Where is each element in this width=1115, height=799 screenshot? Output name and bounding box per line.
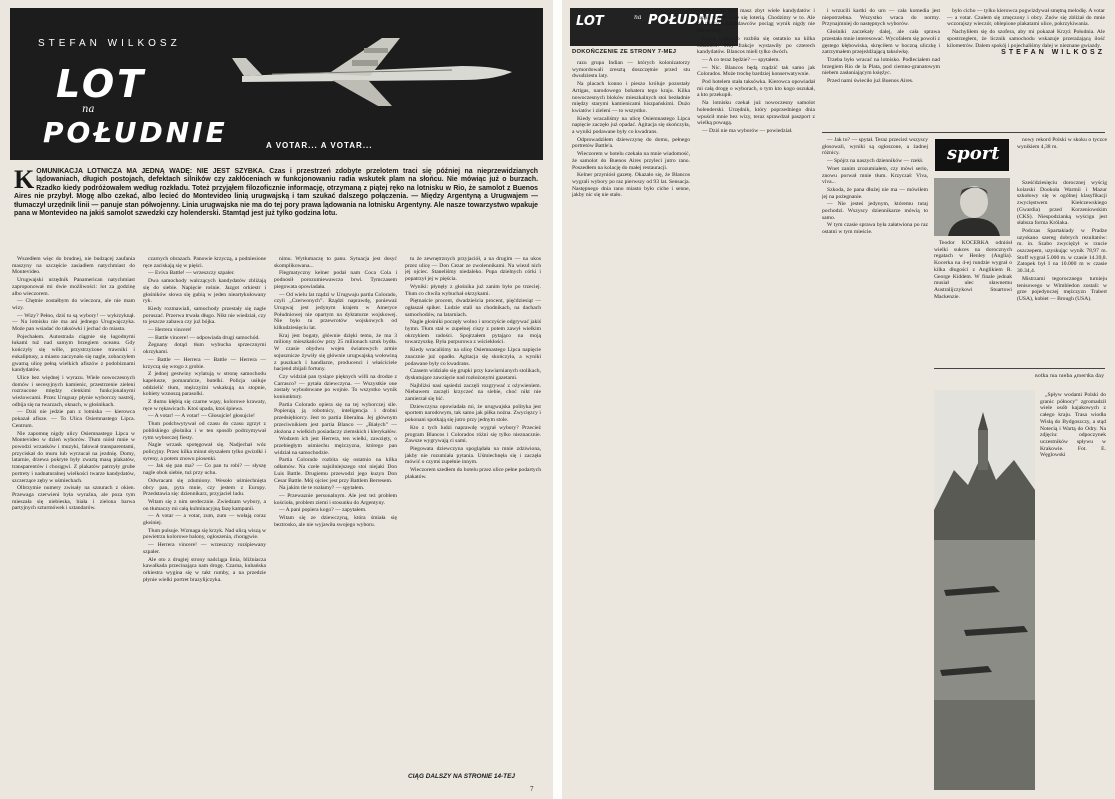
paragraph: — Battle — Herrera — Battle — Herrera — krzyczą się wrogo z grobie. [143,356,266,370]
paragraph: Dziewczyna opowiadała mi, że urugwajska polityka jest sportem narodowym, tak samo jak piłka nożna. Zwycięzcy i pokonani spotkają się jutro przy jednym stole. [405,403,541,424]
paragraph: — Eviva Battle! — wrzeszczy szpaler. [148,270,235,277]
paragraph: — A co teraz będzie? — spytałem. [702,56,780,63]
paragraph: — Dziś nie jedzie pan z lotniska — kierowca pokazał afisze. — To Ulica Osiemnastego Lipca. Centrum. [12,409,135,429]
inverted-caption: ʎɐp ɐʞıɹǝɯ∀ ɐqǝıu ɐɯ ɐʞʇoᴚ [1035,372,1104,378]
paragraph: — Jak to? — spytał. Teraz przecież wszyscy głosowali, wyniki są ogłoszone, a żadnej różnicy. [822,137,928,157]
paragraph: Kiedy rozmawiali, samochody przestały się nagle poruszać. Przerwa trwała długo. Nikt nie wiedział, czy to jeszcze zabawa czy już bójka. [143,305,266,326]
paragraph: — Nie jesteś jedynym, któremu tutaj pochodzi. Wszyscy dziennikarze mówią to samo. [822,201,928,221]
continuation-column-3b [822,137,928,385]
title-poludnie: POŁUDNIE [43,116,228,149]
sport-title: sport [947,143,1000,164]
paragraph: Szkoda, że pana dłużej nie ma — mówiłem jej na pożegnanie. [822,186,928,200]
paragraph: Trzeba było wracać na lotnisko. Podleciałem nad brzegiem Rio de la Plata, pod ciemno-granatowym niebem zasłaniającym księżyc. [822,56,940,77]
sport-item: Sześćdziesięciu dorocznej wyścig kolarski Dookoła Warmii i Mazur szkołowy się w ogólnej klasyfikacji zwycięstwem Kiełczewskiego (Gwardia) przed Korzeniowskim (CKS). Niespodzianką wyścigu jest słabsza forma Królaka. [1017,180,1107,227]
kayak-river-photo [934,390,1035,790]
paragraph: — Herrera vincere! — wrzeszczy rozśpiewany szpaler. [143,542,266,555]
paragraph: — Dziś nie ma wyborów — powiedział. [702,127,793,134]
paragraph: Nachyliłem się do szofera, aby mi pokazał Krzyż Południa. Ale spostrzegłem, że licznik samochodu wskazuje przerażającą ilość kilometrów. Dalem spokój i pojechaliśmy dalej w nieznane gwiazdy. [947,29,1105,49]
paragraph: Wszedłem więc do brudnej, nie budzącej zaufania maszyny na szczęście zasiadłem natychmiast do Montevideo. [12,256,135,276]
title-na: na [82,104,95,115]
paragraph: Kiedy wracaliśmy na ulicę Osiemnastego Lipca napięcie zaczęło już opadać. Agitacja się skończyła, a wyniki podawane były co kwadrans. [572,115,690,136]
paragraph: Tłum pulsuje. Wzmaga się krzyk. Nad ulicą wiszą w powietrzu kolorowe balony, ogłoszenia, chorągwie. [143,527,266,541]
paragraph: — A votar — a votar, zum, zum — wołają coraz głośniej. [143,513,266,527]
page-gutter [553,0,562,799]
paragraph: Głośniki zaczekały dalej, ale cała sprawa przestała mnie interesować. Wycofałem się powoli z gęstego kłębowiska, skręciłem w boczną uliczkę i zatrzymałem przejeżdżającą taksówkę. [822,29,940,56]
caption-text: Teodor KOCERKA odniósł wielki sukces na dorocznych regatach w Henley (Anglia). Kocerka na 4-ej rundzie wygrał o kilka długości z Anglikiem R. George Kiddem. W finale jednak musiał ulec sławnemu Australijczykowi Stuartowi Mackenzie. [934,240,1012,300]
paragraph: Wnet zanim zrozumiałem, czy mówi serio, znowu porwał mnie tłum. Krzyczał: Viva, viva... [822,165,928,186]
paragraph: Urugwajski urzędnik Panamerican natychmiast zaproponował mi dwie możliwości: lot za godzinę albo wieczorem. [12,277,135,297]
paragraph: Na placach konno i pieszo króluje pozostały Artigas, narodowego bohatera tego kraju. Kilka nowoczesnych bloków mieszkalnych stoi bezładnie między starymi kamienicami hiszpańskimi. Dużo kwiatów i zieleni — to wszystko. [572,81,690,114]
paragraph: Kelner przyniósł gazetę. Okazało się, że Blancos wygrali wybory po raz pierwszy od 93 lat. Sensacja. Następnego dnia rano miasto było ciche i senne, jakby nic się nie stało. [572,172,690,199]
paragraph: Dwa samochody walczących kandydatów zbliżają się do siebie. Napięcie rośnie. Jazgot orkiestr i głośników słowa się gubią w jeden nieartykułowany ryk. [143,278,266,305]
paragraph: Wyniki: płynęły z głośnika już zanim było po trzeciej. Tłum co chwila wybuchał okrzykami. [405,283,541,297]
article-banner [10,8,543,160]
article-author: STEFAN WILKOSZ [38,38,181,49]
paragraph: — Jak się pan ma? — Co pan tu robi? — słyszę nagle obok siebie, tuż przy uchu. [143,463,266,477]
paragraph: — Wizy? Pełno, dziś tu są wybory! — wykrzyknął. — Na lotnisku nie ma ani jednego Urugwajczyka. Może pan wsiadać do taksówki i jechać do miasta. [12,312,135,333]
paragraph: Na jakim tle te rozłamy? — spytałem. [279,485,365,492]
article-column-4 [405,256,541,772]
paragraph: tu że zewnętrznych przyjaciół, a na drugim — na ukos przez ulicę — Don Cezar ze zwolennikami. Na wiezd nich jej ojciec. Staneliśmy niedaleko. Pupa dzielnych córki i popatrzył jej w pięścia. [405,256,541,283]
continuation-subhead: DOKOŃCZENIE ZE STRONY 7-MEJ [572,49,677,55]
athlete-photo [934,178,1010,236]
paragraph: Kto z tych ludzi naprawdę wygrał wybory? Przecież program Blancos i Colorados różni się tylko nieznacznie. Zawsze wygrywają ci sami. [405,424,541,445]
article-column-2 [143,256,266,786]
continuation-title-lot: LOT [576,14,604,29]
continuation-title-na: na [634,14,642,21]
continuation-column-3 [822,8,940,128]
continuation-column-4 [947,8,1105,108]
paragraph: Pod hotelem stała taksówka. Kierowca opowiadał mi całą drogę o wyborach, o tym kto kogo oszukał, a kto przekupił. [697,79,815,99]
paragraph: W tym czasie sprawa była załatwiona po raz ostatni w tym mieście. [822,222,928,236]
paragraph: Wiesz, że gdy masz zbyt wiele kandydatów i partii, wybór staje się loterią. Chodzimy w to. Ale od naszych sprzedawców pociąg wynik nigdy nie jest pewny. [697,8,815,35]
paragraph: Partia Colorado rozbiła się ostatnio na kilka odłamów. Trzy frakcje wystawiły po czterech kandydatów. Blancos mieli tylko dwóch. [697,35,815,56]
paragraph: — Spójrz na naszych dzienników — rzekł. [827,158,924,165]
paragraph: Kiedy wracaliśmy na ulicę Osiemnastego Lipca napięcie znacznie już opadło. Agitacja się skończyła, a wyniki podawane były co kwadrans. [405,347,541,367]
sport-banner [935,139,1009,171]
kayak-photo-caption [1040,392,1106,782]
paragraph: Partia Colorado opiera się na tej wyborczej sile. Popierają ją robotnicy, inteligencja i drobni przedsiębiorcy. Jest to partia liberalna. Jej głównym przeciwnikiem jest partia Blanco — „Białych” — złożona z wielkich posiadaczy ziemskich i klerykałów. [274,401,397,435]
paragraph: Witam się ze dziewczyną, która śmiała się beztrosko, ale nie wyjawiła swojego wyboru. [274,515,397,528]
continued-note: CIĄG DALSZY NA STRONIE 14-TEJ [408,773,515,780]
airplane-illustration [232,30,517,110]
paragraph: Wodzem ich jest Herrera, ten wielki, zawzięty, o przebiegłym uśmiechu mężczyzna, którego pan widział na samochodzie. [274,436,397,456]
paragraph: razu grupa Indian — których kolonizatorzy wymordowali zresztą doszczętnie przed stu dwudziestu laty. [572,60,690,80]
article-column-1 [12,256,135,786]
portrait-image [934,178,1010,236]
paragraph: Nagle głośniki poczęły wolno i uroczyście odgrywać jakiś hymn. Tłum stał w zupełnej ciszy z potem zawył wielkim okrzykiem radości. Spojrzałem pytająco na moją towarzyszkę. Była purpurowa z wściekłości. [405,319,541,346]
sport-news-column [1017,180,1107,365]
paragraph: — Od wielu lat rządzi w Urugwaju partia Colorado, czyli „Czerwonych”. Rządzi naprawdę, ponieważ Urugwaj jest jedynym krajem w Ameryce Południowej nie opartym na dyktaturze wojskowej. Nie było tu przewrotów wojskowych od kilkudziesięciu lat. [274,291,397,332]
lead-text: OMUNIKACJA LOTNICZA MA JEDNĄ WADĘ: NIE JEST SZYBKA. Czas i przestrzeń zdobyte przelotem traci się później na nieprzewidzianych lądowaniach, długich postojach, defektach silników czy zakłóceniach w funkcjonowaniu radia wskutek plam na słońcu. Nie mówiąc już o burzach. Rzadko kiedy podróżowałem według rozkładu. Toteż przyjąłem filozoficznie informację, otrzymaną z piątej ręko na lotnisku w Rio, że samolot z Buenos Aires nie przybył. Mogę albo czekać, albo lecieć do Montevideo linią urugwajską i tam szukać dalszego połączenia. — Między Argentyną a Urugwajem — tłumaczył urzędnik linii — panuje stan półwojenny. Linia urugwajska nie ma do tej pory prawa lądowania na lotnisku Argentyny. Ale nasze towarzystwo wpakuje pana w Montevideo na jakiś samolot szwedzki czy holenderski. Stamtąd jest już tylko godzina lotu. [14,168,538,218]
article-kicker: A VOTAR... A VOTAR... [266,141,373,150]
continuation-title-poludnie: POŁUDNIE [648,13,723,28]
paragraph: Wieczorem w hotelu czekała na mnie wiadomość, że samolot do Buenos Aires przyleci jutro rano. Poszedłem na kolację do małej restauracji. [572,151,690,171]
paragraph: nowy rekord Polski w skoku o tyczce wynikiem 4,38 m. [1017,137,1107,150]
paragraph: Odwracam się zdumiony. Wesoło uśmiechnięta obcy pan, pyta mnie, czy jestem z Europy. Przedstawia się: dziennikarz, przyjaciel ludu. [143,477,266,498]
paragraph: — A pani popiera kogo? — zapytałem. [279,507,367,514]
paragraph: Pojechałem. Autostrada ciągnie się łagodnymi łukami tuż nad samym brzegiem oceanu. Gdy kończyły się wille, przystrzyżone trawniki i eukaliptusy, a miasto zaczynało się nagle, zobaczyłem gwarną ulicę pełną wielkich afiszów z podobiznami kandydatów. [12,333,135,374]
paragraph: — A votar! — A votar! — Głosujcie! głosujcie! [148,413,255,420]
paragraph: Piętnaście procent, dwadzieścia procent, pięćdziesiąt — ogłaszał spiker. Ludzie stali na chodnikach, na dachach samochodów, na latarniach. [405,298,541,318]
paragraph: Nie zapomnę nigdy ulicy Osiemnastego Lipca w Montevideo w dzień wyborów. Tłum niósł mnie w powodzi wrzasków i muzyki, falował transparentami, przyciskał do muru lub wyrzucał na jezdnię. Domy, latarnie, drzewa pokryte były zwartą masą plakatów, transparentów i chorągwi. Z plakatów patrzyły grube portrety i nadnaturalnej wielkości twarze kandydatów, szczerzące zęby w uśmiechach. [12,430,135,484]
paragraph: czarnych obrazach. Panowie krzyczą, a podniesione ręce zaciskają się w pięści. [143,256,266,269]
page-number: 7 [530,785,534,793]
sport-item: Podczas Spartakiady w Pradze uzyskano szereg dobrych rezultatów: m. in. Szabo zwyciężył w rzucie oszczepem, uzyskując wynik 78,97 m. Stoff wygrał 5.000 m. w czasie 14.39,8. Zatopek był I na 10.000 m w czasie 30.34,4. [1017,227,1107,275]
paragraph: nimu. Wytłumaczę to panu. Sytuacja jest dosyć skomplikowana... [274,256,397,269]
paragraph: Żegnany dotąd tłum wybucha sprzecznymi okrzykami. [143,342,266,356]
paragraph: Flegmatyczny kelner podał nam Coca Cola i podnosił porozumiewawczo brwi. Tymczasem piegowata opowiadała. [274,270,397,290]
paragraph: Piegowata dziewczyna spoglądała na mnie zdziwiona, jakby nie rozumiała pytania. Uśmiechnęła się i zaczęła mówić o czymś zupełnie innym. [405,445,541,466]
paragraph: Z tłumu kłębią się czarne wąsy, kolorowe krawaty, ręce w rękawicach. Ktoś upada, ktoś śpiewa. [143,399,266,412]
title-lot: LOT [56,62,147,106]
paragraph: Czy widział pan tysiące pięknych willi na drodze z Carrasco? — pytała dziewczyna. — Wszystkie one zostały wybudowane po wojnie. To wszystko wynik koniunktury. [274,373,397,401]
paragraph: było cicho — tylko kierowca pogwizdywał smętną melodię. A votar — a votar. Czułem się zmęczony i obcy. Znów się zbliżał do mnie wczorajszy wieczór, oblepione plakatami ulice, pokrzykiwania. [947,8,1105,28]
section-divider [822,132,1105,133]
paragraph: — Przewaznie personalnym. Ale jest też problem kościoła, problem ziemi i stosunku do Argentyny. [274,492,397,506]
paragraph: Ale oto z drugiej strony nadciąga linia, bliźniacza kawalkada przecinająca nam drogę. Czarna, kubańska orkiestra wygina się w takt rumby, a na przedzie płynie wielki portret brazylijczyka. [143,556,266,583]
paragraph: Witam się z nim serdecznie. Zwiedzam wybory, a on tłumaczy mi całą kulminacyjną fazę kampanii. [143,498,266,512]
paragraph: Nagle wrzask spotęgował się. Nadjechał wóz policyjny. Przez kilka minut słyszałem tylko gwizdki i syreny, a potem znowu piosenki. [143,442,266,462]
river-landscape-image [934,390,1035,790]
paragraph: Wieczorem szedłem do hotelu przez ulice pełne podartych plakatów. [405,467,541,480]
continuation-column-2 [697,8,815,790]
paragraph: i wrzucili kartki do urn — cała komedia jest niepotrzebna. Wszystko wraca do normy. Przynajmniej do następnych wyborów. [822,8,940,28]
left-page [0,0,553,799]
paragraph: Tłum podchwytywał od czasu do czasu zgrzyt z pobliskiego głośnika i w ten sposób podrzymywał rytm wyborczej fiesty. [143,421,266,441]
sport-divider [934,368,1105,369]
paragraph: — Nic. Blancos będą rządzić tak samo jak Colorados. Może trochę bardziej konserwatywnie. [697,64,815,78]
caption-text: „Spływ wodami Polski do granic północy” zgromadził wiele osób kajakowych z całego kraju. Trasa wiodła Wisłą do Bydgoszczy, a stąd Notecią i Wartą do Odry. Na zdjęciu: odpoczynek uczestników spływu w Krakowie. Fot. E. Węglowski [1040,392,1106,459]
article-lead [14,165,538,218]
paragraph: Partia Colorado rozbita się ostatnio na kilka odłamów. Na czele najsilniejszego stoi niejaki Don Luis Battle. Drugiemu przewodzi jego kuzyn Don Cesar Battle. Mój ojciec jest przy Battlem Berresem. [274,457,397,484]
paragraph: Na lotnisku czekał już nowoczesny samolot holenderski. Urzędnik, który poprzedniego dnia wpuścił mnie bez wizy, teraz sprawdzał paszport z wielką powagą. [697,100,815,127]
lead-dropcap: K [14,165,35,194]
paragraph: Z jednej gestwiny wylatują w stronę samochodu kapelusze, pomarańcze, butelki. Policja usiłuje oddzielić tłum, mężczyźni wskakują na stopnie, kobiety wznoszą parasolki. [143,371,266,398]
paragraph: Czasem widziało się grupki przy kawiarnianych stolikach, dyskutujące zawzięcie nad rozłożonymi gazetami. [405,368,541,381]
photo-caption [934,240,1012,358]
paragraph: Olbrzymie numery zwisały na sznurach z okien. Przewaga czerwieni była wyraźna, ale poza tym mieszała się niebieska, biała i zielona barwa partyjnych szturmówek i sztandarów. [12,485,135,512]
paragraph: Kraj jest bogaty, głównie dzięki temu, że ma 3 miliony mieszkańców przy 25 milionach sztuk bydła. W czasie obydwu wojen światowych armie sojusznicze żywiły się głównie urugwajską wołowiną z puszkach i handlarze, producenci i właściciele hacjend zbijali fortuny. [274,332,397,373]
paragraph: Ulice bez więdnej i wyrazu. Wiele nowoczesnych domów i secesyjnych kamienic, przestrzenie zieleni rozrzucone między cienkimi funkcjonalnymi wieżowcami. Przez Uruguay płynie wyborczy nastrój, odbija się na twarzach, oknach, w głośnikach. [12,374,135,408]
sport-item: Mistrzami tegorocznego turnieju tenisowego w Wimbledon zostali: w grze pojedynczej mężczyzn Trabert (USA), kobiet — Brough (USA). [1017,275,1107,302]
paragraph: — Chętnie zostałbym do wieczora, ale nie mam wizy. [12,298,135,311]
continuation-column-1 [572,60,690,790]
paragraph: Odprowadziłem dziewczynę do domu, pełnego portretów Battle'a. [572,136,690,150]
paragraph: — Battle vincere! — odpowiada drugi samochód. [148,334,260,341]
right-page [562,0,1115,799]
paragraph: Przed nami świeciło już Buenos Aires. [827,78,914,85]
sport-intro [1017,137,1107,177]
article-column-3 [274,256,397,786]
signature: STEFAN WILKOSZ [1001,49,1105,57]
paragraph: — Herrera vincere! [148,327,192,334]
paragraph: Najbliżsi nasi sąsiedzi zaczęli rozgrywać z ożywieniem. Niebawem zaczęli krzyczeć na siebie, choć nikt nie zamierzał się bić. [405,382,541,403]
